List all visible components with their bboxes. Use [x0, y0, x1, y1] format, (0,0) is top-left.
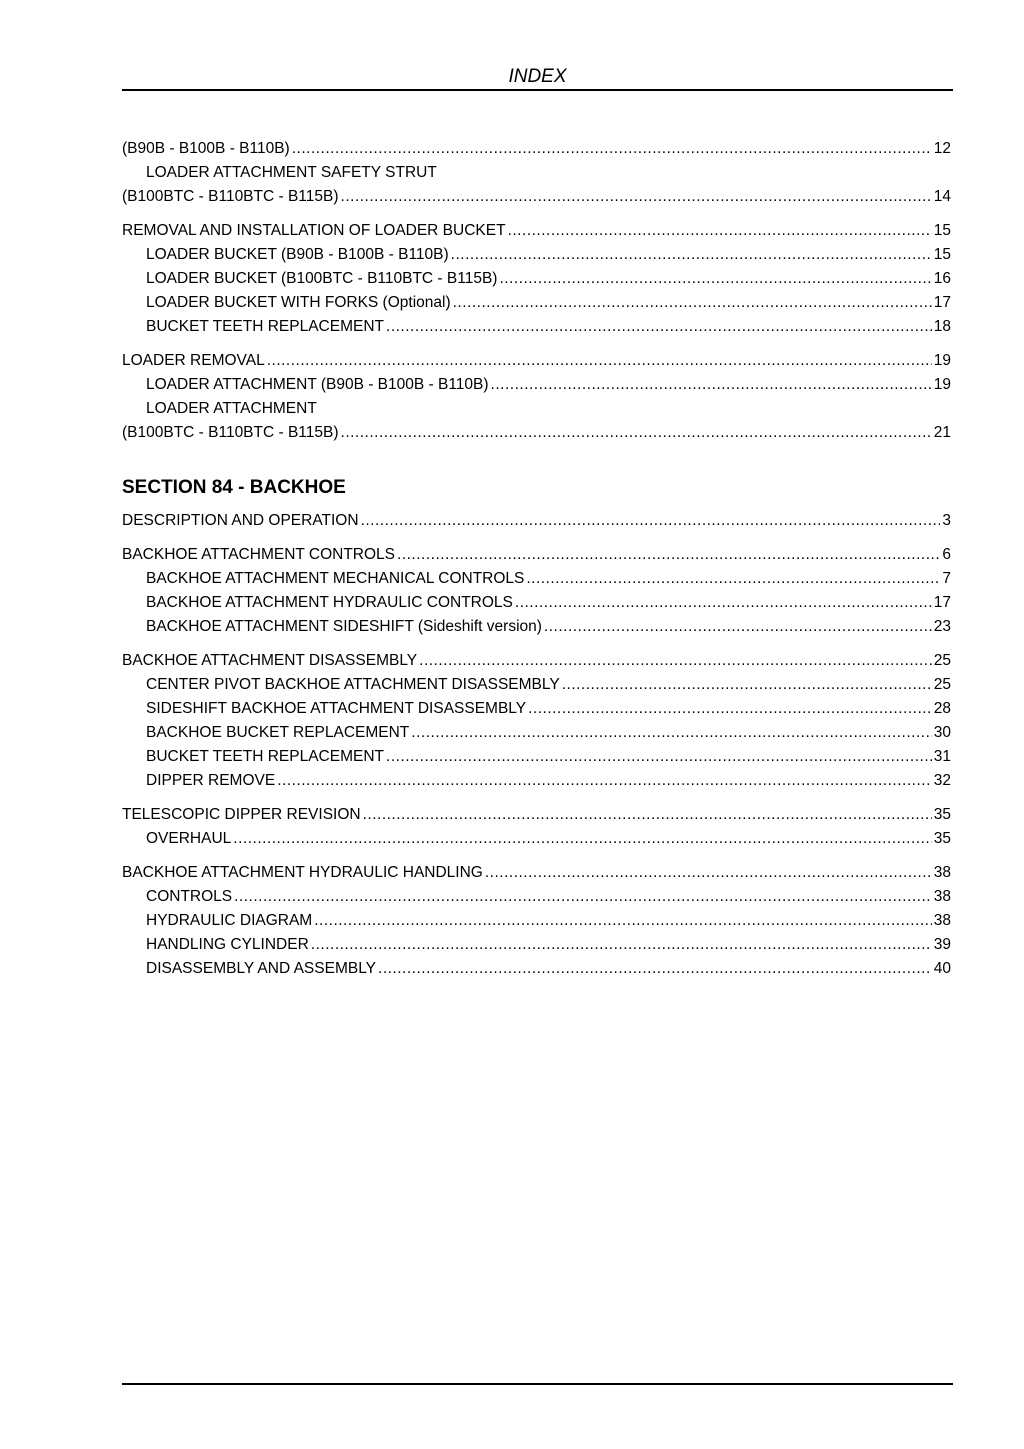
group-spacer — [122, 793, 951, 803]
page-number: 30 — [933, 724, 951, 741]
page-number: 19 — [933, 376, 951, 393]
index-entry-label: OVERHAUL — [146, 830, 232, 847]
section-83-entries — [122, 137, 951, 445]
index-entry-label: BACKHOE ATTACHMENT DISASSEMBLY — [122, 652, 418, 669]
index-entry-label: (B90B - B100B - B110B) — [122, 140, 290, 157]
index-entry-label: HYDRAULIC DIAGRAM — [146, 912, 313, 929]
index-entry[interactable] — [122, 861, 951, 885]
page-number: 14 — [933, 188, 951, 205]
index-content — [122, 137, 951, 981]
page-number: 28 — [933, 700, 951, 717]
index-entry-label: LOADER REMOVAL — [122, 352, 265, 369]
page-number: 35 — [933, 830, 951, 847]
group-spacer — [122, 639, 951, 649]
dot-leader — [419, 649, 932, 673]
index-entry[interactable] — [122, 803, 951, 827]
page-number: 15 — [933, 246, 951, 263]
page-number: 25 — [933, 652, 951, 669]
dot-leader — [491, 373, 932, 397]
index-entry-label: CONTROLS — [146, 888, 233, 905]
index-entry-label: DIPPER REMOVE — [146, 772, 276, 789]
dot-leader — [451, 243, 932, 267]
footer-rule — [122, 1383, 953, 1385]
index-subentry[interactable] — [122, 673, 951, 697]
index-entry-label: BACKHOE ATTACHMENT MECHANICAL CONTROLS — [146, 570, 525, 587]
index-entry-label: LOADER BUCKET (B90B - B100B - B110B) — [146, 246, 449, 263]
page-number: 12 — [933, 140, 951, 157]
index-entry-label: LOADER BUCKET (B100BTC - B110BTC - B115B) — [146, 270, 498, 287]
dot-leader — [562, 673, 932, 697]
index-entry-label: LOADER ATTACHMENT — [146, 400, 317, 417]
index-entry-label: DESCRIPTION AND OPERATION — [122, 512, 359, 529]
page-number: 38 — [933, 912, 951, 929]
index-subentry[interactable] — [122, 615, 951, 639]
index-entry-label: LOADER BUCKET WITH FORKS (Optional) — [146, 294, 451, 311]
dot-leader — [485, 861, 932, 885]
index-entry-label: LOADER ATTACHMENT SAFETY STRUT — [146, 164, 437, 181]
index-entry-label: BACKHOE BUCKET REPLACEMENT — [146, 724, 410, 741]
index-entry-label: BUCKET TEETH REPLACEMENT — [146, 318, 385, 335]
index-subentry[interactable] — [122, 909, 951, 933]
dot-leader — [341, 185, 932, 209]
index-subentry[interactable] — [122, 745, 951, 769]
section-84-entries — [122, 509, 951, 981]
index-entry-label: CENTER PIVOT BACKHOE ATTACHMENT DISASSEMBLY — [146, 676, 560, 693]
index-entry-label: BACKHOE ATTACHMENT HYDRAULIC CONTROLS — [146, 594, 513, 611]
group-spacer — [122, 851, 951, 861]
index-entry[interactable] — [122, 219, 951, 243]
index-subentry[interactable] — [122, 697, 951, 721]
index-entry[interactable] — [122, 421, 951, 445]
dot-leader — [233, 827, 931, 851]
index-subentry[interactable] — [122, 243, 951, 267]
dot-leader — [544, 615, 932, 639]
index-entry-label: BACKHOE ATTACHMENT HYDRAULIC HANDLING — [122, 864, 483, 881]
index-subentry[interactable] — [122, 769, 951, 793]
page-number: 15 — [933, 222, 951, 239]
index-entry-label: BUCKET TEETH REPLACEMENT — [146, 748, 385, 765]
section-84-title: SECTION 84 - BACKHOE — [122, 477, 346, 498]
page-number: 7 — [942, 570, 951, 587]
index-entry[interactable] — [122, 649, 951, 673]
index-entry-label: SIDESHIFT BACKHOE ATTACHMENT DISASSEMBLY — [146, 700, 527, 717]
group-spacer — [122, 533, 951, 543]
index-entry-label: LOADER ATTACHMENT (B90B - B100B - B110B) — [146, 376, 489, 393]
index-entry[interactable] — [122, 509, 951, 533]
dot-leader — [528, 697, 932, 721]
index-subentry[interactable] — [122, 721, 951, 745]
index-entry[interactable] — [122, 349, 951, 373]
dot-leader — [411, 721, 931, 745]
page-number: 21 — [933, 424, 951, 441]
dot-leader — [515, 591, 932, 615]
dot-leader — [397, 543, 940, 567]
dot-leader — [292, 137, 932, 161]
dot-leader — [378, 957, 932, 981]
index-subentry[interactable] — [122, 267, 951, 291]
page-number: 32 — [933, 772, 951, 789]
dot-leader — [311, 933, 932, 957]
page-number: 17 — [933, 594, 951, 611]
page-number: 19 — [933, 352, 951, 369]
dot-leader — [499, 267, 931, 291]
page-number: 38 — [933, 888, 951, 905]
index-entry-label: DISASSEMBLY AND ASSEMBLY — [146, 960, 377, 977]
page-number: 39 — [933, 936, 951, 953]
index-entry-label: HANDLING CYLINDER — [146, 936, 309, 953]
index-subentry[interactable] — [122, 373, 951, 397]
dot-leader — [508, 219, 932, 243]
page-number: 38 — [933, 864, 951, 881]
dot-leader — [363, 803, 932, 827]
index-subentry[interactable] — [122, 291, 951, 315]
index-entry[interactable] — [122, 137, 951, 161]
dot-leader — [267, 349, 932, 373]
group-spacer — [122, 339, 951, 349]
dot-leader — [277, 769, 932, 793]
index-subentry[interactable] — [122, 567, 951, 591]
page-number: 25 — [933, 676, 951, 693]
index-entry[interactable] — [122, 543, 951, 567]
index-entry-label: REMOVAL AND INSTALLATION OF LOADER BUCKET — [122, 222, 506, 239]
page-number: 16 — [933, 270, 951, 287]
dot-leader — [386, 315, 932, 339]
index-subentry[interactable] — [122, 591, 951, 615]
index-subentry[interactable] — [122, 315, 951, 339]
dot-leader — [526, 567, 940, 591]
dot-leader — [453, 291, 932, 315]
dot-leader — [341, 421, 932, 445]
index-entry-label: (B100BTC - B110BTC - B115B) — [122, 188, 339, 205]
page-number: 6 — [942, 546, 951, 563]
dot-leader — [234, 885, 932, 909]
group-spacer — [122, 209, 951, 219]
header-rule — [122, 89, 953, 91]
index-entry-label: (B100BTC - B110BTC - B115B) — [122, 424, 339, 441]
index-entry-label: BACKHOE ATTACHMENT SIDESHIFT (Sideshift version) — [146, 618, 542, 635]
page-number: 17 — [933, 294, 951, 311]
index-subentry[interactable] — [122, 933, 951, 957]
index-entry[interactable] — [122, 185, 951, 209]
index-entry-label: TELESCOPIC DIPPER REVISION — [122, 806, 361, 823]
page-number: 35 — [933, 806, 951, 823]
index-subentry[interactable] — [122, 957, 951, 981]
page-number: 40 — [933, 960, 951, 977]
page-number: 18 — [933, 318, 951, 335]
page-title: INDEX — [508, 66, 567, 87]
dot-leader — [361, 509, 941, 533]
page-number: 31 — [933, 748, 951, 765]
dot-leader — [386, 745, 932, 769]
index-subentry[interactable] — [122, 827, 951, 851]
page-number: 3 — [942, 512, 951, 529]
index-entry-label: BACKHOE ATTACHMENT CONTROLS — [122, 546, 396, 563]
index-subentry[interactable] — [122, 885, 951, 909]
page-number: 23 — [933, 618, 951, 635]
dot-leader — [314, 909, 932, 933]
